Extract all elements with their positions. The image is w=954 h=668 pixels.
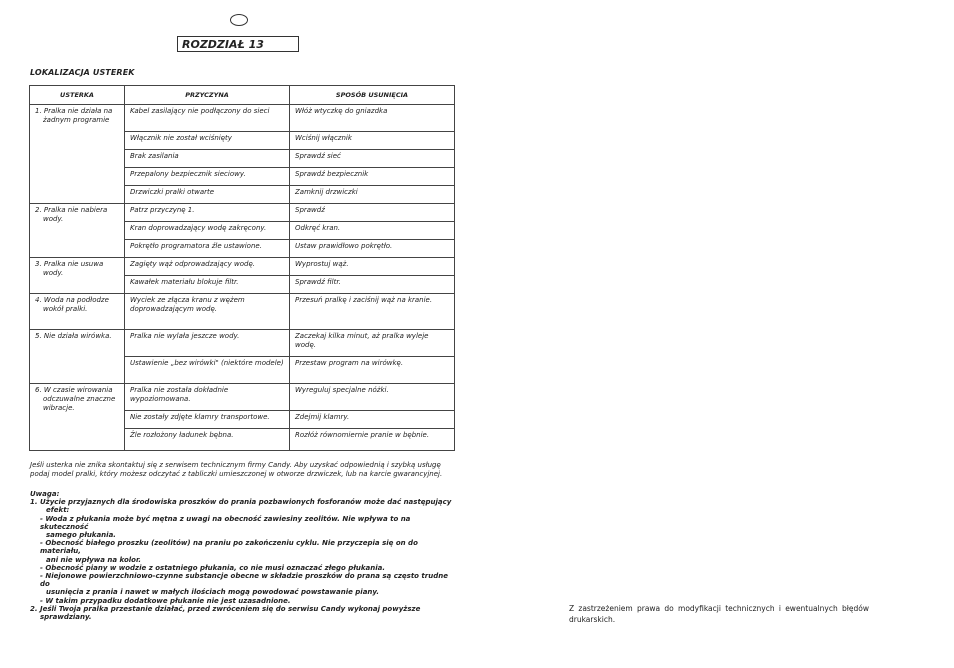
remedy-cell: Przestaw program na wirówkę. <box>290 357 455 384</box>
remedy-cell: Sprawdź sieć <box>290 150 455 168</box>
cause-cell: Kawałek materiału blokuje filtr. <box>125 276 290 294</box>
cause-cell: Kabel zasilający nie podłączony do sieci <box>125 105 290 132</box>
note-block <box>30 490 454 621</box>
symptom-cell: 6. W czasie wirowania odczuwalne znaczne wibracje. <box>30 384 125 451</box>
cause-cell: Patrz przyczynę 1. <box>125 204 290 222</box>
note-bullet: - Obecność białego proszku (zeolitów) na praniu po zakończeniu cyklu. Nie przyczepia się on do materiału, <box>40 539 418 556</box>
cause-cell: Pokrętło programatora źle ustawione. <box>125 240 290 258</box>
symptom-cell: 1. Pralka nie działa na żadnym programie <box>30 105 125 204</box>
remedy-cell: Przesuń pralkę i zaciśnij wąż na kranie. <box>290 294 455 330</box>
remedy-cell: Włóż wtyczkę do gniazdka <box>290 105 455 132</box>
table-row <box>30 294 455 330</box>
cause-cell: Nie zostały zdjęte klamry transportowe. <box>125 411 290 429</box>
cause-cell: Brak zasilania <box>125 150 290 168</box>
remedy-cell: Wciśnij włącznik <box>290 132 455 150</box>
note-bullet: - Obecność piany w wodzie z ostatniego płukania, co nie musi oznaczać złego płukania. <box>40 563 386 572</box>
cause-cell: Źle rozłożony ładunek bębna. <box>125 429 290 451</box>
troubleshooting-table <box>29 85 455 451</box>
remedy-cell: Ustaw prawidłowo pokrętło. <box>290 240 455 258</box>
table-row <box>30 204 455 222</box>
table-row <box>30 384 455 411</box>
column-header-symptom: USTERKA <box>30 86 125 105</box>
cause-cell: Pralka nie wylała jeszcze wody. <box>125 330 290 357</box>
note-item-1: 1. Użycie przyjaznych dla środowiska proszków do prania pozbawionych fosforanów może dać następujący <box>30 498 452 507</box>
column-header-cause: PRZYCZYNA <box>125 86 290 105</box>
chapter-title: ROZDZIAŁ 13 <box>177 36 299 52</box>
service-note: Jeśli usterka nie znika skontaktuj się z serwisem technicznym firmy Candy. Aby uzyskać odpowiednią i szybką usługę podaj model pralki, który możesz odczytać z tabliczki umieszczonej w otworze drzwiczek, lub na karcie gwarancyjnej. <box>30 461 443 478</box>
note-bullet: - Niejonowe powierzchniowo-czynne substancje obecne w składzie proszków do prana są często trudne do <box>40 572 448 589</box>
remedy-cell: Sprawdź bezpiecznik <box>290 168 455 186</box>
column-header-remedy: SPOSÓB USUNIĘCIA <box>290 86 455 105</box>
remedy-cell: Sprawdź filtr. <box>290 276 455 294</box>
note-item-2: 2. Jeśli Twoja pralka przestanie działać, przed zwróceniem się do serwisu Candy wykonaj powyższe <box>30 604 421 613</box>
cause-cell: Drzwiczki pralki otwarte <box>125 186 290 204</box>
note-bullet-cont: ani nie wpływa na kolor. <box>46 555 142 564</box>
footer-disclaimer: Z zastrzeżeniem prawa do modyfikacji technicznych i ewentualnych błędów drukarskich. <box>569 604 869 624</box>
note-title: Uwaga: <box>30 490 60 498</box>
remedy-cell: Sprawdź <box>290 204 455 222</box>
section-title: LOKALIZACJA USTEREK <box>30 68 135 77</box>
table-row <box>30 330 455 357</box>
cause-cell: Przepalony bezpiecznik sieciowy. <box>125 168 290 186</box>
cause-cell: Zagięty wąż odprowadzający wodę. <box>125 258 290 276</box>
remedy-cell: Zamknij drzwiczki <box>290 186 455 204</box>
table-row <box>30 258 455 276</box>
note-bullet-cont: usunięcia z prania i nawet w małych ilościach mogą powodować powstawanie piany. <box>46 588 379 597</box>
remedy-cell: Wyprostuj wąż. <box>290 258 455 276</box>
symptom-cell: 3. Pralka nie usuwa wody. <box>30 258 125 294</box>
note-bullet-cont: samego płukania. <box>46 531 116 540</box>
remedy-cell: Wyreguluj specjalne nóżki. <box>290 384 455 411</box>
remedy-cell: Zaczekaj kilka minut, aż pralka wyleje wodę. <box>290 330 455 357</box>
remedy-cell: Zdejmij klamry. <box>290 411 455 429</box>
symptom-cell: 4. Woda na podłodze wokół pralki. <box>30 294 125 330</box>
symptom-cell: 2. Pralka nie nabiera wody. <box>30 204 125 258</box>
cause-cell: Kran doprowadzający wodę zakręcony. <box>125 222 290 240</box>
table-header-row <box>30 86 455 105</box>
table-row <box>30 105 455 132</box>
remedy-cell: Rozłóż równomiernie pranie w bębnie. <box>290 429 455 451</box>
language-oval-marker <box>230 14 248 26</box>
cause-cell: Pralka nie została dokładnie wypoziomowana. <box>125 384 290 411</box>
note-item-2-cont: sprawdziany. <box>40 613 92 622</box>
cause-cell: Włącznik nie został wciśnięty <box>125 132 290 150</box>
symptom-cell: 5. Nie działa wirówka. <box>30 330 125 384</box>
cause-cell: Wyciek ze złącza kranu z wężem doprowadzającym wodę. <box>125 294 290 330</box>
note-bullet: - Woda z płukania może być mętna z uwagi na obecność zawiesiny zeolitów. Nie wpływa to na skuteczność <box>40 514 411 531</box>
note-bullet: - W takim przypadku dodatkowe płukanie nie jest uzasadnione. <box>40 596 291 605</box>
note-item-1-cont: efekt: <box>46 506 70 515</box>
cause-cell: Ustawienie „bez wirówki" (niektóre modele) <box>125 357 290 384</box>
remedy-cell: Odkręć kran. <box>290 222 455 240</box>
